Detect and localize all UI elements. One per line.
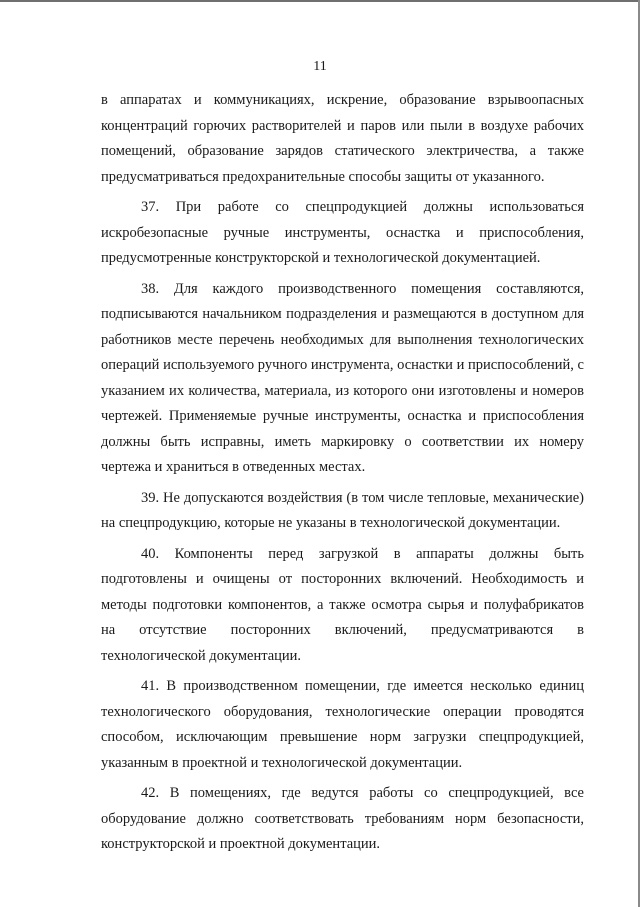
paragraph-37: 37. При работе со спецпродукцией должны использоваться искробезопасные ручные инструменты, оснастка и приспособления, предусмотренные конструкторской и технологической документацией. (101, 199, 584, 266)
page-number: 11 (313, 59, 327, 74)
paragraph-38: 38. Для каждого производственного помещения составляются, подписываются начальником подразделения и размещаются в доступном для работников месте перечень необходимых для выполнения технологических операций используемого ручного инструмента, оснастки и приспособлений, с указанием их количества, материала, из которого они изготовлены и номеров чертежей. Применяемые ручные инструменты, оснастка и приспособления должны быть исправны, иметь маркировку о соответствии их номеру чертежа и храниться в отведенных местах. (101, 280, 584, 475)
scan-edge-top (0, 0, 640, 2)
document-body (101, 88, 584, 863)
paragraph-41: 41. В производственном помещении, где имеется несколько единиц технологического оборудования, технологические операции проводятся способом, исключающим превышение норм загрузки спецпродукцией, указанным в проектной и технологической документации. (101, 678, 584, 771)
paragraph-42: 42. В помещениях, где ведутся работы со спецпродукцией, все оборудование должно соответствовать требованиям норм безопасности, конструкторской и проектной документации. (101, 785, 584, 852)
paragraph-40: 40. Компоненты перед загрузкой в аппараты должны быть подготовлены и очищены от посторонних включений. Необходимость и методы подготовки компонентов, а также осмотра сырья и полуфабрикатов на отсутствие посторонних включений, предусматриваются в технологической документации. (101, 545, 584, 664)
paragraph-39: 39. Не допускаются воздействия (в том числе тепловые, механические) на спецпродукцию, которые не указаны в технологической документации. (101, 489, 584, 531)
paragraph-continuation: в аппаратах и коммуникациях, искрение, образование взрывоопасных концентраций горючих растворителей и паров или пыли в воздухе рабочих помещений, образование зарядов статического электричества, а также предусматриваться предохранительные способы защиты от указанного. (101, 92, 584, 185)
